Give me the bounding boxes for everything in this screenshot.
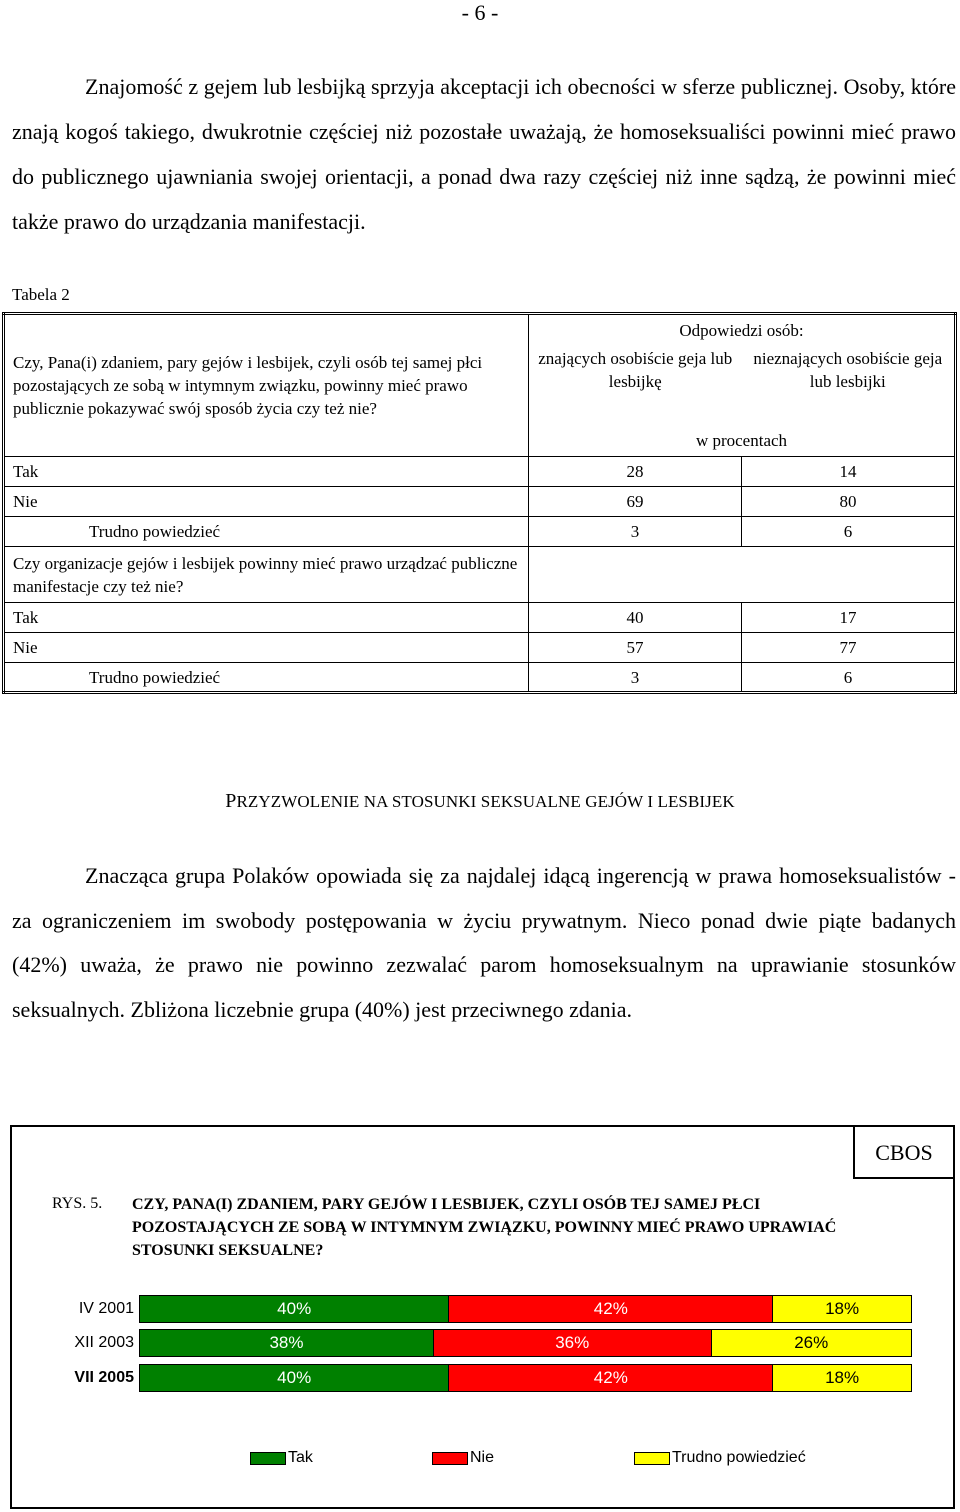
row-label: Nie xyxy=(4,487,529,517)
figure-box xyxy=(10,1125,955,1509)
page-number: - 6 - xyxy=(461,0,499,25)
table-header-group: Odpowiedzi osób: xyxy=(529,314,956,347)
bar-segment-nie: 42% xyxy=(448,1365,772,1391)
row-label: Trudno powiedzieć xyxy=(4,663,529,693)
col-header-unknown: nieznających osobiście geja lub lesbijki xyxy=(742,347,956,425)
table-row xyxy=(4,487,956,517)
row-label: Tak xyxy=(4,457,529,487)
bar-segment-nie: 42% xyxy=(448,1296,772,1322)
cell-value: 17 xyxy=(742,603,956,633)
legend-label: Trudno powiedzieć xyxy=(672,1449,806,1466)
section-heading-rest: RZYZWOLENIE NA STOSUNKI SEKSUALNE GEJÓW I LESBIJEK xyxy=(236,792,735,811)
stacked-bar xyxy=(139,1295,912,1323)
table-question-1: Czy, Pana(i) zdaniem, pary gejów i lesbijek, czyli osób tej samej płci pozostających ze sobą w intymnym związku, powinny mieć prawo publicznie pokazywać swój sposób życia czy też nie? xyxy=(4,314,529,457)
legend-swatch xyxy=(432,1452,468,1465)
table-row xyxy=(4,663,956,693)
cell-value: 77 xyxy=(742,633,956,663)
stacked-bar xyxy=(139,1329,912,1357)
section-heading xyxy=(0,790,960,813)
table-row xyxy=(4,517,956,547)
table-row xyxy=(4,633,956,663)
cell-value: 80 xyxy=(742,487,956,517)
legend-swatch xyxy=(250,1452,286,1465)
bar-segment-tak: 40% xyxy=(140,1296,448,1322)
figure-label: RYS. 5. xyxy=(52,1195,103,1212)
row-label: Trudno powiedzieć xyxy=(4,517,529,547)
col-header-known: znających osobiście geja lub lesbijkę xyxy=(529,347,742,425)
table-row xyxy=(4,603,956,633)
cell-value: 28 xyxy=(529,457,742,487)
bar-category-label: VII 2005 xyxy=(74,1369,134,1386)
survey-table xyxy=(2,312,957,694)
cell-value: 3 xyxy=(529,517,742,547)
bar-segment-tak: 40% xyxy=(140,1365,448,1391)
cell-value: 57 xyxy=(529,633,742,663)
table-row xyxy=(4,457,956,487)
cell-value: 40 xyxy=(529,603,742,633)
section-heading-initial: P xyxy=(225,790,237,812)
row-label: Tak xyxy=(4,603,529,633)
cell-value: 3 xyxy=(529,663,742,693)
table-unit: w procentach xyxy=(529,425,956,457)
bar-segment-td: 18% xyxy=(772,1296,911,1322)
figure-title: CZY, PANA(I) ZDANIEM, PARY GEJÓW I LESBIJEK, CZYLI OSÓB TEJ SAMEJ PŁCI POZOSTAJĄCYCH ZE SOBĄ W INTYMNYM ZWIĄZKU, POWINNY MIEĆ PRAWO UPRAWIAĆ STOSUNKI SEKSUALNE? xyxy=(132,1196,837,1259)
table-question-2: Czy organizacje gejów i lesbijek powinny mieć prawo urządzać publiczne manifestacje czy też nie? xyxy=(4,547,529,603)
legend-item xyxy=(634,1449,806,1467)
legend-label: Tak xyxy=(288,1449,313,1466)
cell-value: 14 xyxy=(742,457,956,487)
cell-value: 6 xyxy=(742,663,956,693)
row-label: Nie xyxy=(4,633,529,663)
cbos-logo: CBOS xyxy=(853,1127,953,1179)
paragraph-main: Znacząca grupa Polaków opowiada się za najdalej idącą ingerencją w prawa homoseksualistów - za ograniczeniem im swobody postępowania w życiu prywatnym. Nieco ponad dwie piąte badanych (42%) uważa, że prawo nie powinno zezwalać parom homoseksualnym na uprawianie stosunków seksualnych. Zbliżona liczebnie grupa (40%) jest przeciwnego zdania. xyxy=(12,863,956,1022)
bar-segment-nie: 36% xyxy=(433,1330,711,1356)
bar-category-label: XII 2003 xyxy=(74,1334,134,1351)
bar-segment-tak: 38% xyxy=(140,1330,433,1356)
empty-cell xyxy=(529,547,956,603)
bar-category-label: IV 2001 xyxy=(78,1300,134,1317)
stacked-bar xyxy=(139,1364,912,1392)
cell-value: 6 xyxy=(742,517,956,547)
bar-segment-td: 18% xyxy=(772,1365,911,1391)
legend-item xyxy=(432,1449,494,1467)
legend-swatch xyxy=(634,1452,670,1465)
table-caption: Tabela 2 xyxy=(12,285,70,304)
bar-segment-td: 26% xyxy=(711,1330,911,1356)
legend-item xyxy=(250,1449,313,1467)
legend-label: Nie xyxy=(470,1449,495,1466)
cell-value: 69 xyxy=(529,487,742,517)
paragraph-intro: Znajomość z gejem lub lesbijką sprzyja akceptacji ich obecności w sferze publicznej. Osoby, które znają kogoś takiego, dwukrotnie częściej niż pozostałe uważają, że homoseksualiści powinni mieć prawo do publicznego ujawniania swojej orientacji, a ponad dwa razy częściej niż inne sądzą, że powinni mieć także prawo do urządzania manifestacji. xyxy=(12,74,956,234)
